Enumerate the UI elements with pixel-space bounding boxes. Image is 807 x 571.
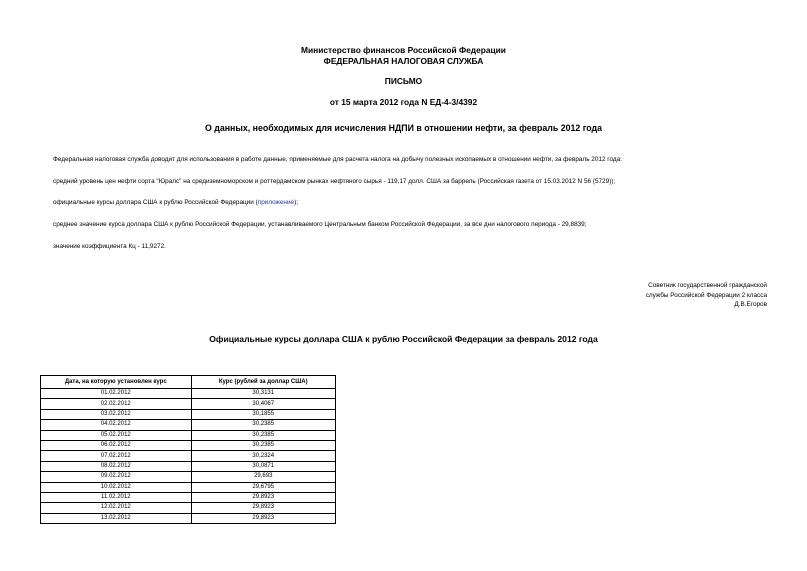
rate-cell: 29,8923 (191, 503, 336, 513)
table-row (41, 461, 336, 471)
rate-cell: 30,2324 (191, 451, 336, 461)
date-cell: 02.02.2012 (41, 399, 192, 409)
letter-body (53, 156, 773, 264)
rate-cell: 30,2385 (191, 440, 336, 450)
date-cell: 05.02.2012 (41, 430, 192, 440)
date-cell: 09.02.2012 (41, 472, 192, 482)
intro-paragraph: Федеральная налоговая служба доводит для использования в работе данные, применяемые для расчета налога на добычу полезных ископаемых в отношении нефти, за февраль 2012 года: (53, 156, 622, 163)
signature-block (646, 281, 767, 310)
rate-cell: 30,1855 (191, 409, 336, 419)
document-header (0, 45, 807, 134)
rate-cell: 30,4067 (191, 399, 336, 409)
table-row (41, 451, 336, 461)
table-row (41, 389, 336, 399)
signature-title-line1: Советник государственной гражданской (648, 282, 767, 289)
document-subject: О данных, необходимых для исчисления НДПИ в отношении нефти, за февраль 2012 года (204, 123, 603, 133)
urals-price-paragraph: средний уровень цен нефти сорта "Юралс" на средиземноморском и роттердамском рынках нефтяного сырья - 119,17 долл. США за баррель (Российская газета от 15.03.2012 N 56 (5729)); (53, 177, 616, 185)
table-row (41, 513, 336, 523)
exchange-rates-table (40, 375, 336, 524)
rates-suffix: ); (294, 199, 298, 207)
table-row (41, 420, 336, 430)
signature-name: Д.В.Егоров (734, 301, 767, 309)
appendix-link[interactable]: приложение (257, 199, 295, 207)
date-cell: 03.02.2012 (41, 409, 192, 419)
table-row (41, 399, 336, 409)
rate-cell: 29,8923 (191, 513, 336, 523)
date-cell: 12.02.2012 (41, 503, 192, 513)
date-cell: 07.02.2012 (41, 451, 192, 461)
table-header-row (41, 376, 336, 389)
rate-cell: 30,3131 (191, 389, 336, 399)
rate-cell: 30,2385 (191, 420, 336, 430)
date-cell: 08.02.2012 (41, 461, 192, 471)
rate-cell: 30,0871 (191, 461, 336, 471)
table-title: Официальные курсы доллара США к рублю Российской Федерации за февраль 2012 года (209, 334, 598, 344)
document-type: ПИСЬМО (384, 76, 423, 86)
rate-cell: 29,693 (191, 472, 336, 482)
table-body (41, 389, 336, 524)
date-cell: 11.02.2012 (41, 492, 192, 502)
rates-prefix: официальные курсы доллара США к рублю Российской Федерации ( (53, 199, 258, 207)
table-row (41, 430, 336, 440)
document-date-number: от 15 марта 2012 года N ЕД-4-3/4392 (329, 96, 478, 107)
avg-rate-paragraph: среднее значение курса доллара США к рублю Российской Федерации, устанавливаемого Центральным банком Российской Федерации, за все дни налогового периода - 29,8839; (53, 221, 587, 229)
date-cell: 06.02.2012 (41, 440, 192, 450)
coefficient-paragraph: значение коэффициента Кц - 11,9272. (53, 242, 166, 250)
signature-title-line2: службы Российской Федерации 2 класса (645, 291, 767, 299)
service-name: ФЕДЕРАЛЬНАЯ НАЛОГОВАЯ СЛУЖБА (323, 55, 484, 66)
ministry-name: Министерство финансов Российской Федерации (301, 45, 506, 55)
date-cell: 13.02.2012 (41, 513, 192, 523)
rate-cell: 29,6795 (191, 482, 336, 492)
date-cell: 10.02.2012 (41, 482, 192, 492)
column-header-date: Дата, на которую установлен курс (41, 376, 192, 389)
date-cell: 04.02.2012 (41, 420, 192, 430)
rate-cell: 29,8923 (191, 492, 336, 502)
rates-paragraph (53, 199, 773, 207)
column-header-rate: Курс (рублей за доллар США) (191, 376, 336, 389)
rate-cell: 30,2385 (191, 430, 336, 440)
table-row (41, 503, 336, 513)
table-row (41, 409, 336, 419)
table-row (41, 482, 336, 492)
table-row (41, 492, 336, 502)
table-row (41, 440, 336, 450)
date-cell: 01.02.2012 (41, 389, 192, 399)
table-row (41, 472, 336, 482)
